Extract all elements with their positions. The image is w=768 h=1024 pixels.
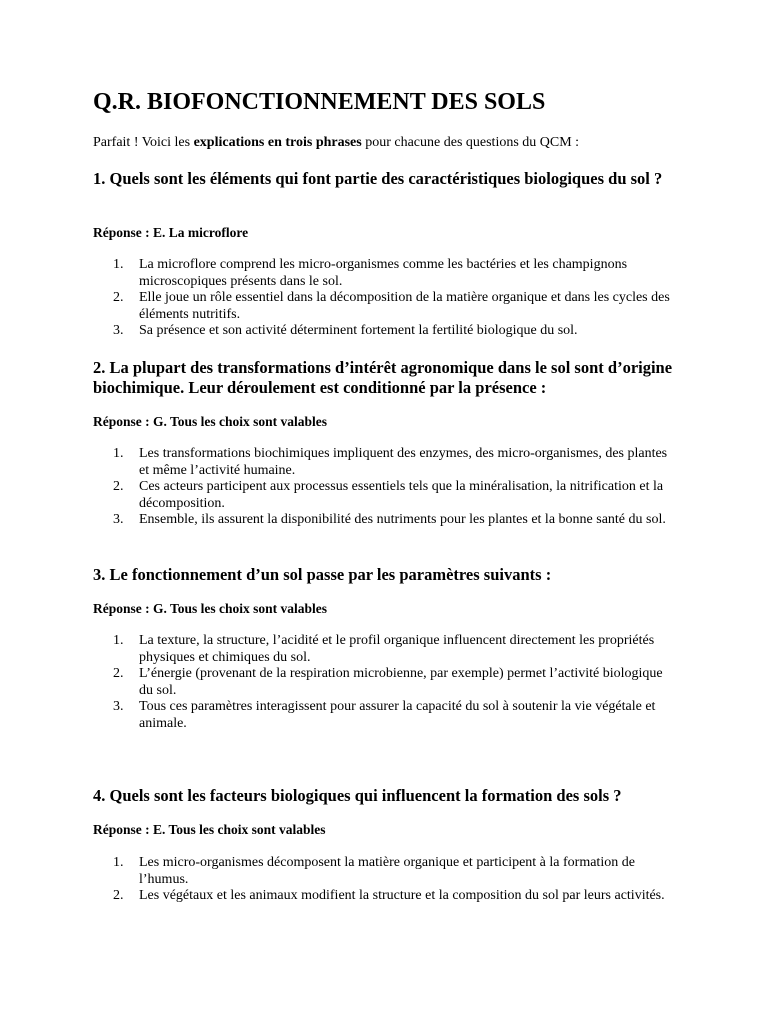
- list-item: [93, 633, 673, 666]
- list-item-text: Elle joue un rôle essentiel dans la décomposition de la matière organique et dans les cycles des éléments nutritifs.: [139, 290, 670, 322]
- question-1-explanations: [93, 257, 673, 340]
- list-item-text: Tous ces paramètres interagissent pour assurer la capacité du sol à soutenir la vie végétale et animale.: [139, 699, 656, 731]
- question-2-heading: 2. La plupart des transformations d’intérêt agronomique dans le sol sont d’origine biochimique. Leur déroulement est conditionné par la présence :: [93, 358, 673, 397]
- list-item-number: 3.: [113, 323, 124, 339]
- list-item-number: 2.: [113, 479, 124, 495]
- question-3-explanations: [93, 633, 673, 733]
- list-item-number: 1.: [113, 633, 124, 648]
- list-item-number: 1.: [113, 257, 124, 272]
- intro-text-after: pour chacune des questions du QCM :: [361, 135, 580, 150]
- list-item-text: Les végétaux et les animaux modifient la structure et la composition du sol par leurs activités.: [139, 888, 665, 904]
- question-4-heading: 4. Quels sont les facteurs biologiques qui influencent la formation des sols ?: [93, 786, 622, 805]
- intro-text-before: Parfait ! Voici les: [93, 135, 194, 150]
- intro-paragraph: [93, 134, 579, 152]
- list-item-number: 2.: [113, 888, 124, 904]
- list-item-number: 3.: [113, 699, 124, 715]
- intro-text-bold: explications en trois phrases: [193, 135, 362, 150]
- list-item: [93, 512, 673, 529]
- list-item-number: 2.: [113, 290, 124, 306]
- list-item: [93, 446, 673, 479]
- list-item: [93, 479, 673, 512]
- list-item-text: Les transformations biochimiques impliquent des enzymes, des micro-organismes, des plantes et même l’activité humaine.: [139, 446, 668, 478]
- list-item: [93, 666, 673, 699]
- list-item: [93, 855, 673, 888]
- list-item-text: La microflore comprend les micro-organismes comme les bactéries et les champignons microscopiques présents dans le sol.: [139, 257, 628, 289]
- question-4-explanations: [93, 855, 673, 905]
- list-item: [93, 290, 673, 323]
- list-item-text: Sa présence et son activité déterminent fortement la fertilité biologique du sol.: [139, 323, 578, 339]
- list-item-text: Ces acteurs participent aux processus essentiels tels que la minéralisation, la nitrification et la décomposition.: [139, 479, 664, 511]
- list-item-text: La texture, la structure, l’acidité et le profil organique influencent directement les propriétés physiques et chimiques du sol.: [139, 633, 655, 665]
- list-item: [93, 699, 673, 732]
- list-item-text: Les micro-organismes décomposent la matière organique et participent à la formation de l’humus.: [139, 855, 635, 887]
- question-1-heading: 1. Quels sont les éléments qui font partie des caractéristiques biologiques du sol ?: [93, 169, 663, 188]
- list-item-number: 1.: [113, 446, 124, 461]
- question-2-explanations: [93, 446, 673, 529]
- list-item: [93, 257, 673, 290]
- list-item-number: 1.: [113, 855, 124, 870]
- list-item-text: L’énergie (provenant de la respiration microbienne, par exemple) permet l’activité biologique du sol.: [139, 666, 663, 698]
- question-4-answer: Réponse : E. Tous les choix sont valables: [93, 822, 326, 837]
- list-item-number: 2.: [113, 666, 124, 682]
- list-item-text: Ensemble, ils assurent la disponibilité des nutriments pour les plantes et la bonne santé du sol.: [139, 512, 666, 528]
- question-3-heading: 3. Le fonctionnement d’un sol passe par les paramètres suivants :: [93, 565, 552, 584]
- list-item-number: 3.: [113, 512, 124, 528]
- question-3-answer: Réponse : G. Tous les choix sont valables: [93, 601, 328, 616]
- list-item: [93, 888, 673, 905]
- list-item: [93, 323, 673, 340]
- question-2-answer: Réponse : G. Tous les choix sont valables: [93, 414, 328, 429]
- document-title: Q.R. BIOFONCTIONNEMENT DES SOLS: [93, 89, 546, 115]
- question-1-answer: Réponse : E. La microflore: [93, 225, 249, 240]
